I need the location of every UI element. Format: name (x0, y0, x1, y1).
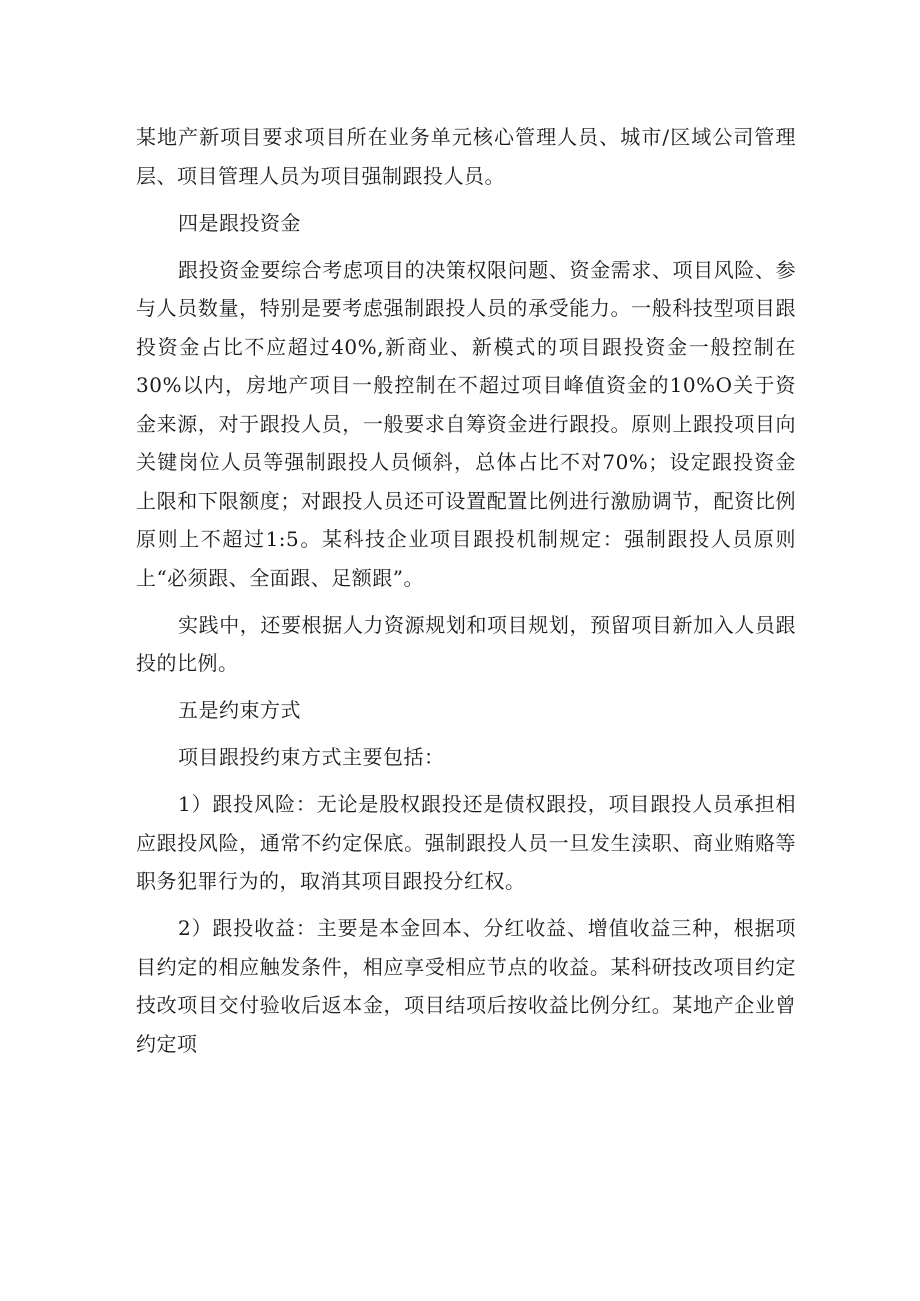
paragraph-practice: 实践中，还要根据人力资源规划和项目规划，预留项目新加入人员跟投的比例。 (136, 612, 796, 675)
document-body (136, 118, 796, 1072)
paragraph-investment-funds: 跟投资金要综合考虑项目的决策权限问题、资金需求、项目风险、参与人员数量，特别是要考虑强制跟投人员的承受能力。一般科技型项目跟投资金占比不应超过40%,新商业、新模式的项目跟投资金一般控制在30%以内，房地产项目一般控制在不超过项目峰值资金的10%O关于资金来源，对于跟投人员，一般要求自筹资金进行跟投。原则上跟投项目向关键岗位人员等强制跟投人员倾斜，总体占比不对70%；设定跟投资金上限和下限额度；对跟投人员还可设置配置比例进行激励调节，配资比例原则上不超过1:5。某科技企业项目跟投机制规定：强制跟投人员原则上“必须跟、全面跟、足额跟”。 (136, 257, 796, 590)
list-item-risk: 1）跟投风险：无论是股权跟投还是债权跟投，项目跟投人员承担相应跟投风险，通常不约定保底。强制跟投人员一旦发生渎职、商业贿赂等职务犯罪行为的，取消其项目跟投分红权。 (136, 792, 796, 893)
list-item-returns: 2）跟投收益：主要是本金回本、分红收益、增值收益三种，根据项目约定的相应触发条件，相应享受相应节点的收益。某科研技改项目约定技改项目交付验收后返本金，项目结项后按收益比例分红。某地产企业曾约定项 (136, 916, 796, 1056)
section-heading-4: 四是跟投资金 (178, 210, 301, 235)
section-heading-5: 五是约束方式 (178, 698, 301, 722)
paragraph-constraints-intro: 项目跟投约束方式主要包括： (178, 745, 445, 769)
paragraph-1: 某地产新项目要求项目所在业务单元核心管理人员、城市/区域公司管理层、项目管理人员为项目强制跟投人员。 (136, 125, 796, 188)
